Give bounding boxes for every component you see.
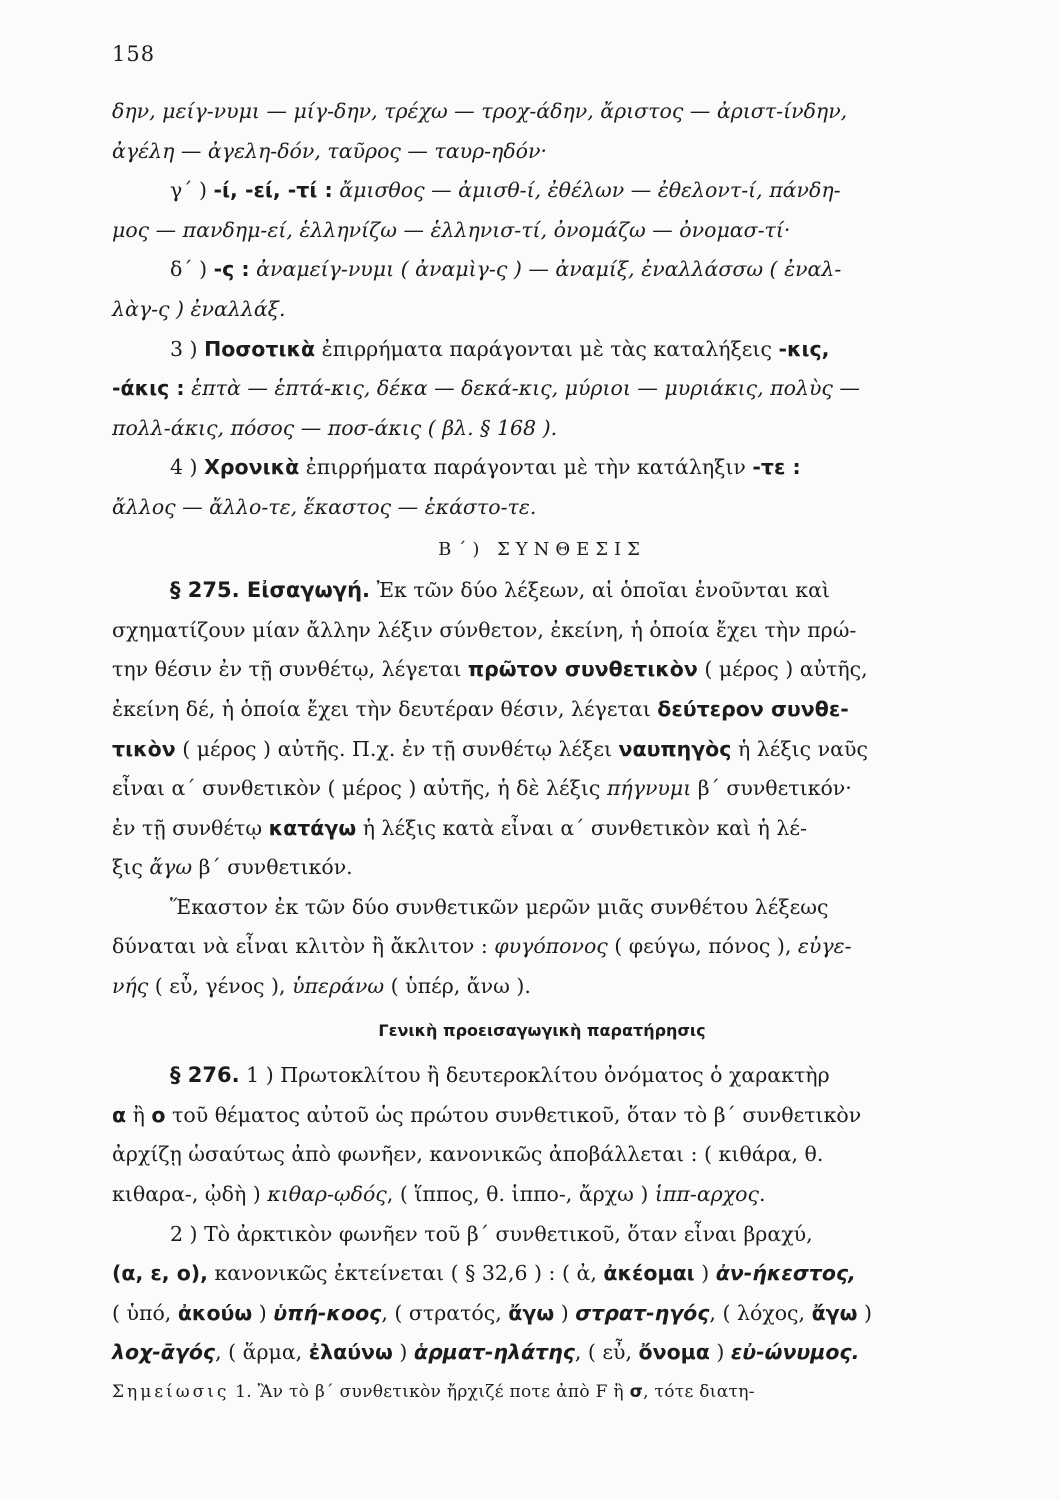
text-line: κιθαρα-, ᾠδὴ ) κιθαρ-ῳδός, ( ἵππος, θ. ἱππο-, ἄρχω ) ἱππ-αρχος. <box>112 1182 766 1207</box>
text-line: ἀγέλη — ἀγελη-δόν, ταῦρος — ταυρ-ηδόν· <box>112 138 548 163</box>
text-line: τικὸν ( μέρος ) αὐτῆς. Π.χ. ἐν τῇ συνθέτῳ λέξει ναυπηγὸς ἡ λέξις ναῦς <box>112 736 868 761</box>
text-line: πολλ-άκις, πόσος — ποσ-άκις ( βλ. § 168 ). <box>112 415 558 440</box>
text-line: § 276. 1 ) Πρωτοκλίτου ἢ δευτεροκλίτου ὀνόματος ὁ χαρακτὴρ <box>170 1063 830 1088</box>
text-line: λὰγ-ς ) ἐναλλάξ. <box>112 296 286 321</box>
subheading: Γενικὴ προεισαγωγικὴ παρατήρησις <box>378 1020 706 1040</box>
text-line: σχηματίζουν μίαν ἄλλην λέξιν σύνθετον, ἐκείνη, ἡ ὁποία ἔχει τὴν πρώ- <box>112 617 857 642</box>
remark-line: Σημείωσις 1. Ἂν τὸ β΄ συνθετικὸν ἤρχιζέ ποτε ἀπὸ F ἢ σ, τότε διατη- <box>112 1382 755 1402</box>
text-line: δύναται νὰ εἶναι κλιτὸν ἢ ἄκλιτον : φυγόπονος ( φεύγω, πόνος ), εὐγε- <box>112 934 852 959</box>
text-line: ἄλλος — ἄλλο-τε, ἕκαστος — ἑκάστο-τε. <box>112 494 537 519</box>
text-line: (α, ε, ο), κανονικῶς ἐκτείνεται ( § 32,6 ) : ( ἀ, ἀκέομαι ) ἀν-ήκεστος, <box>112 1261 856 1286</box>
text-line: νής ( εὖ, γένος ), ὑπεράνω ( ὑπέρ, ἄνω ). <box>112 974 531 999</box>
text-line: ἐν τῇ συνθέτῳ κατάγω ἡ λέξις κατὰ εἶναι α΄ συνθετικὸν καὶ ἡ λέ- <box>112 815 807 840</box>
text-line: εἶναι α΄ συνθετικὸν ( μέρος ) αὐτῆς, ἡ δὲ λέξις πήγνυμι β΄ συνθετικόν· <box>112 776 852 801</box>
text-line: ξις ἄγω β΄ συνθετικόν. <box>112 855 353 880</box>
text-line: § 275. Εἰσαγωγή. Ἐκ τῶν δύο λέξεων, αἱ ὁποῖαι ἑνοῦνται καὶ <box>170 578 830 603</box>
text-line: Ἕκαστον ἐκ τῶν δύο συνθετικῶν μερῶν μιᾶς συνθέτου λέξεως <box>170 894 829 919</box>
text-line: μος — πανδημ-εί, ἑλληνίζω — ἑλληνισ-τί, ὀνομάζω — ὀνομασ-τί· <box>112 217 791 242</box>
text-line: την θέσιν ἐν τῇ συνθέτῳ, λέγεται πρῶτον συνθετικὸν ( μέρος ) αὐτῆς, <box>112 657 868 682</box>
text-line: -άκις : ἑπτὰ — ἑπτά-κις, δέκα — δεκά-κις, μύριοι — μυριάκις, πολὺς — <box>112 376 860 401</box>
section-heading: Β΄) ΣΥΝΘΕΣΙΣ <box>438 538 646 560</box>
text-line: δ΄ ) -ς : ἀναμείγ-νυμι ( ἀναμὶγ-ς ) — ἀναμίξ, ἐναλλάσσω ( ἐναλ- <box>170 257 842 282</box>
page-body <box>112 92 972 1413</box>
text-line: δην, μείγ-νυμι — μίγ-δην, τρέχω — τροχ-άδην, ἄριστος — ἀριστ-ίνδην, <box>112 99 848 123</box>
text-line: 3 ) Ποσοτικὰ ἐπιρρήματα παράγονται μὲ τὰς καταλήξεις -κις, <box>170 336 830 361</box>
text-line: γ΄ ) -ί, -εί, -τί : ἄμισθος — ἀμισθ-ί, ἐθέλων — ἐθελοντ-ί, πάνδη- <box>170 178 841 203</box>
text-line: 2 ) Τὸ ἀρκτικὸν φωνῆεν τοῦ β΄ συνθετικοῦ, ὅταν εἶναι βραχύ, <box>170 1221 813 1246</box>
page-number: 158 <box>112 42 156 66</box>
text-line: 4 ) Χρονικὰ ἐπιρρήματα παράγονται μὲ τὴν κατάληξιν -τε : <box>170 455 801 480</box>
text-line: ἐκείνη δέ, ἡ ὁποία ἔχει τὴν δευτέραν θέσιν, λέγεται δεύτερον συνθε- <box>112 696 849 721</box>
text-line: ἀρχίζῃ ὡσαύτως ἀπὸ φωνῆεν, κανονικῶς ἀποβάλλεται : ( κιθάρα, θ. <box>112 1142 824 1167</box>
text-line: λοχ-ᾱγός, ( ἅρμα, ἐλαύνω ) ἁρματ-ηλάτης, ( εὖ, ὄνομα ) εὐ-ώνυμος. <box>112 1340 860 1365</box>
text-line: ( ὑπό, ἀκούω ) ὑπή-κοος, ( στρατός, ἄγω ) στρατ-ηγός, ( λόχος, ἄγω ) <box>112 1300 872 1325</box>
text-line: α ἢ ο τοῦ θέματος αὐτοῦ ὡς πρώτου συνθετικοῦ, ὅταν τὸ β΄ συνθετικὸν <box>112 1102 862 1127</box>
